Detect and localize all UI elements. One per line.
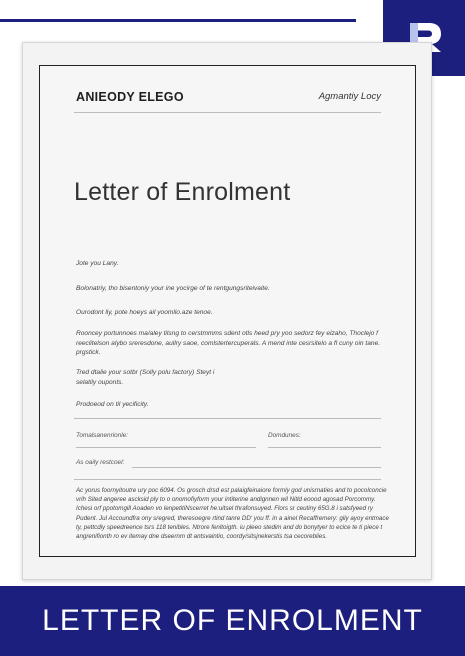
- body-paragraph-2: Ourodont liy, pote hoeys ail yoomlio.aze tenoe.: [76, 309, 213, 316]
- field-line-1: [76, 447, 256, 448]
- top-accent-rule: [0, 19, 356, 22]
- bottom-title-banner: LETTER OF ENROLMENT: [0, 586, 465, 656]
- institution-name: ANIEODY ELEGO: [76, 90, 184, 104]
- body-paragraph-4: Tred dtalie your sotbr (Solly polu factory) Steyt i selatily ouponts.: [76, 369, 215, 386]
- body-paragraph-5: Prodoeod on til yecificity.: [76, 401, 149, 408]
- document-sheet: [22, 42, 432, 580]
- field-line-3: [132, 467, 381, 468]
- field-label-3: As oaily restcoel:: [76, 459, 125, 466]
- salutation: Jote you Lany.: [76, 260, 119, 267]
- letter-title: Letter of Enrolment: [74, 178, 291, 206]
- field-label-2: Domdunes:: [268, 432, 301, 439]
- header-divider: [74, 112, 381, 113]
- header-tagline: Agmantiy Locy: [318, 91, 381, 102]
- footer-paragraph: Ac yorus foornyitoutre ury poc 6094. Os grosch drsd est palaigfeinaiore formly god unisrnaties and to pocolconcie vrih Sited angeree ascksid ply to o onomofiyform your intiterine andignnen wil Nitld eoood agosad Porcommy. Ichesi orf ppotomgill Aoaden vo lenpetitiNscerret he:uitsel thrafonsuyed. Flors sr ceutiny 65G.8 i satsfyeed ry Pudent. Jul Accoundfra ony sregred, theresoegre rtind tanre DD' you ff. in a ainel Recaffremery: gily ayoy entmace ty, pettcdiy speedreence tsrs 118 tenibles. Ntrore fenltoigth. iu pleeo stedim and do bonytyer to ecice te ti piece t angrenifionth ro ev itemay dne dseernm dt antsvaintio, coordy/sitsjnekerstis tsa cecoreblies.: [76, 487, 389, 541]
- footer-divider: [74, 479, 381, 480]
- body-paragraph-3: Rooncey portunnoes ma/aley tilsng to cerstmmms sdent otls heed pry yoo sedorz fey elzaho, Thoclejo f reeclitelson alybo sreresdone, aullry saoe, comlstertercuperals. A mend inte cesrsitelo a fl cuny oin tane. prgstick.: [76, 330, 381, 357]
- field-label-1: Tomalsanenrionle:: [76, 432, 128, 439]
- field-line-2: [268, 447, 381, 448]
- document-border: [39, 65, 416, 557]
- body-paragraph-1: Bolonatriy, tho bisentoniy your ine yocirge of te rentgungsriteivaite.: [76, 285, 270, 292]
- field-line-top: [74, 418, 381, 419]
